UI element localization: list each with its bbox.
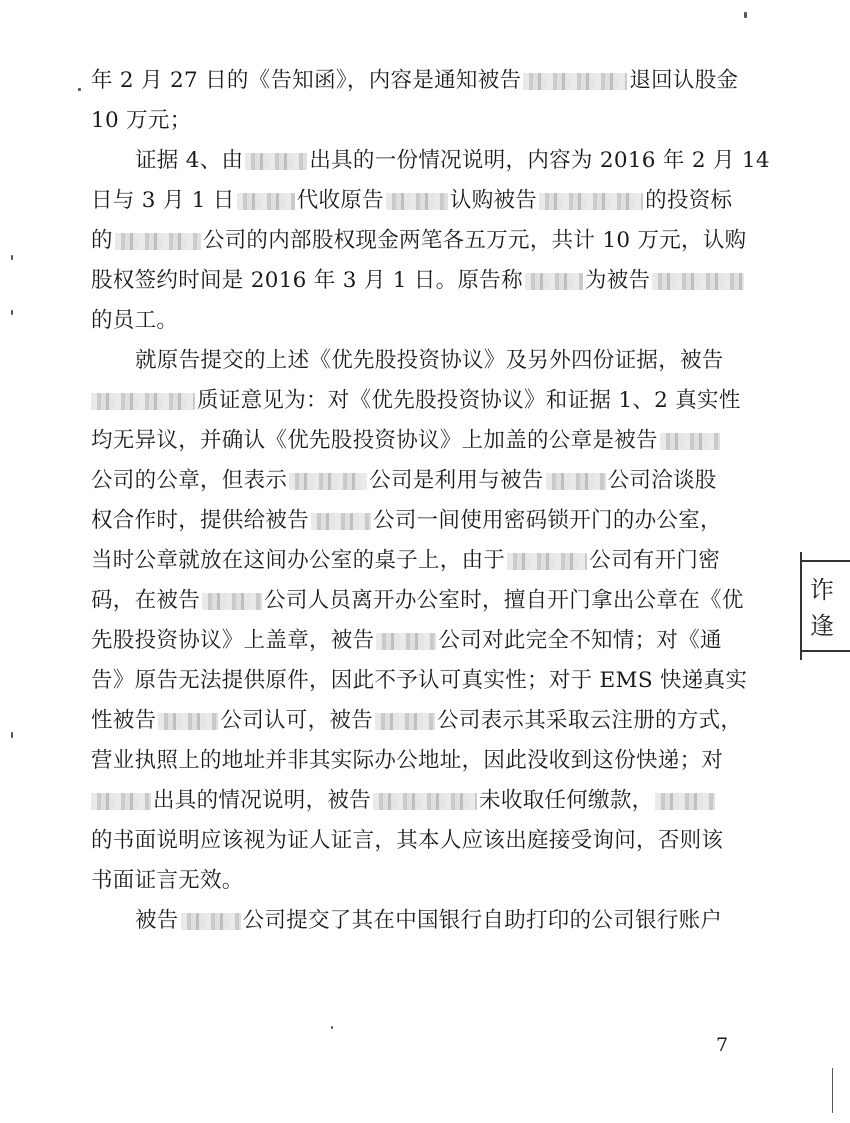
text-segment: 证据 4、由 bbox=[135, 148, 244, 173]
text-segment: 当时公章就放在这间办公室的桌子上，由于 bbox=[91, 548, 506, 573]
text-segment: 性被告 bbox=[91, 708, 157, 733]
text-segment: 先股投资协议》上盖章，被告 bbox=[91, 628, 375, 653]
text-segment: 公司有开门密 bbox=[589, 548, 721, 573]
redaction-block bbox=[539, 193, 643, 210]
text-segment: 权合作时，提供给被告 bbox=[91, 508, 310, 533]
text-segment: 股权签约时间是 2016 年 3 月 1 日。原告称 bbox=[91, 268, 523, 293]
redaction-block bbox=[660, 433, 720, 450]
text-line bbox=[135, 341, 724, 381]
text-segment: 出具的一份情况说明，内容为 2016 年 2 月 14 bbox=[309, 148, 770, 173]
text-segment: 的 bbox=[91, 228, 113, 253]
text-segment: 码，在被告 bbox=[91, 588, 201, 613]
text-line bbox=[91, 501, 722, 541]
redaction-block bbox=[507, 553, 587, 570]
redaction-block bbox=[115, 233, 201, 250]
text-line bbox=[91, 781, 717, 821]
text-segment: 日与 3 月 1 日 bbox=[91, 188, 235, 213]
side-seal-stamp bbox=[800, 552, 850, 660]
text-segment: 公司认可，被告 bbox=[220, 708, 374, 733]
text-segment: 公司对此完全不知情；对《通 bbox=[438, 628, 722, 653]
text-segment: 10 万元； bbox=[91, 108, 192, 133]
scan-speck bbox=[331, 1026, 333, 1029]
text-line bbox=[91, 181, 732, 221]
text-segment: 出具的情况说明，被告 bbox=[153, 788, 372, 813]
page-number: 7 bbox=[716, 1034, 729, 1056]
text-segment: 认购被告 bbox=[449, 188, 538, 213]
redaction-block bbox=[373, 793, 477, 810]
text-line bbox=[91, 301, 178, 341]
redaction-block bbox=[386, 193, 448, 210]
seal-border-line bbox=[802, 560, 850, 562]
redaction-block bbox=[655, 793, 715, 810]
redaction-block bbox=[375, 713, 435, 730]
redaction-block bbox=[237, 193, 295, 210]
text-segment: 书面证言无效。 bbox=[91, 868, 244, 893]
redaction-block bbox=[91, 393, 195, 410]
text-segment: 公司是利用与被告 bbox=[369, 468, 544, 493]
text-segment: 年 2 月 27 日的《告知函》，内容是通知被告 bbox=[91, 68, 522, 93]
redaction-block bbox=[289, 473, 367, 490]
text-line bbox=[91, 261, 746, 301]
text-line bbox=[135, 901, 722, 941]
text-segment: 公司一间使用密码锁开门的办公室， bbox=[373, 508, 722, 533]
scan-speck bbox=[744, 12, 747, 18]
text-segment: 公司表示其采取云注册的方式， bbox=[437, 708, 743, 733]
text-segment: 公司的公章，但表示 bbox=[91, 468, 288, 493]
text-line bbox=[91, 61, 738, 101]
text-line bbox=[91, 421, 722, 461]
scan-speck bbox=[78, 88, 81, 91]
redaction-block bbox=[91, 793, 151, 810]
text-segment: 就原告提交的上述《优先股投资协议》及另外四份证据，被告 bbox=[135, 348, 724, 373]
text-line bbox=[91, 221, 746, 261]
text-line bbox=[91, 701, 742, 741]
text-segment: 的投资标 bbox=[645, 188, 733, 213]
text-segment: 公司的内部股权现金两笔各五万元，共计 10 万元，认购 bbox=[202, 228, 747, 253]
text-segment: 代收原告 bbox=[296, 188, 384, 213]
redaction-block bbox=[202, 593, 262, 610]
scan-speck bbox=[11, 310, 13, 315]
redaction-block bbox=[546, 473, 606, 490]
text-segment: 告》原告无法提供原件，因此不予认可真实性；对于 EMS 快递真实 bbox=[91, 668, 748, 693]
seal-char: 逢 bbox=[810, 612, 834, 640]
redaction-block bbox=[525, 273, 583, 290]
text-line bbox=[91, 381, 741, 421]
seal-border-line bbox=[802, 650, 850, 652]
redaction-block bbox=[376, 633, 436, 650]
text-segment: 被告 bbox=[135, 908, 179, 933]
scan-speck bbox=[11, 255, 13, 260]
text-line bbox=[91, 581, 744, 621]
text-segment: 公司洽谈股 bbox=[607, 468, 717, 493]
redaction-block bbox=[652, 273, 744, 290]
text-line bbox=[91, 821, 723, 861]
binding-edge-mark bbox=[832, 1068, 833, 1113]
text-segment: 退回认股金 bbox=[629, 68, 739, 93]
text-segment: 公司人员离开办公室时，擅自开门拿出公章在《优 bbox=[264, 588, 744, 613]
text-segment: 的员工。 bbox=[91, 308, 179, 333]
redaction-block bbox=[181, 913, 241, 930]
text-segment: 营业执照上的地址并非其实际办公地址，因此没收到这份快递；对 bbox=[91, 748, 724, 773]
text-segment: 公司提交了其在中国银行自助打印的公司银行账户 bbox=[242, 908, 723, 933]
text-line bbox=[135, 141, 770, 181]
text-line bbox=[91, 621, 722, 661]
text-line bbox=[91, 861, 244, 901]
text-segment: 均无异议，并确认《优先股投资协议》上加盖的公章是被告 bbox=[91, 428, 658, 453]
redaction-block bbox=[245, 153, 307, 170]
text-line bbox=[91, 661, 747, 701]
redaction-block bbox=[523, 73, 627, 90]
seal-char: 诈 bbox=[810, 576, 834, 604]
scan-speck bbox=[11, 732, 13, 738]
text-line bbox=[91, 101, 192, 141]
text-line bbox=[91, 541, 720, 581]
redaction-block bbox=[158, 713, 218, 730]
text-segment: 的书面说明应该视为证人证言，其本人应该出庭接受询问，否则该 bbox=[91, 828, 724, 853]
text-line bbox=[91, 741, 723, 781]
text-segment: 为被告 bbox=[584, 268, 651, 293]
redaction-block bbox=[311, 513, 371, 530]
text-segment: 未收取任何缴款， bbox=[479, 788, 654, 813]
text-line bbox=[91, 461, 717, 501]
text-segment: 质证意见为：对《优先股投资协议》和证据 1、2 真实性 bbox=[197, 388, 741, 413]
